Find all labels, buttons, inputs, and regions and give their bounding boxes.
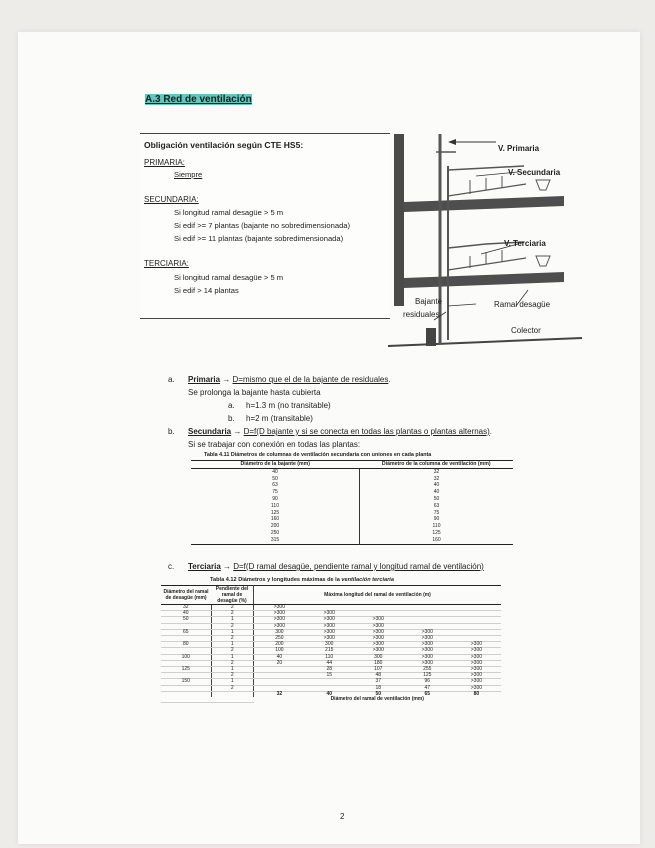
label-v-terciaria: V. Terciaria	[504, 239, 546, 248]
table-cell: 96	[403, 679, 452, 685]
table-411-header: Diámetro de la columna de ventilación (mm)	[360, 461, 514, 469]
table-cell: 65	[161, 629, 211, 635]
table-cell: 200	[191, 523, 360, 530]
table-cell: 2	[211, 648, 254, 654]
table-cell: 215	[305, 648, 354, 654]
table-cell: 40	[433, 482, 440, 489]
table-cell: >300	[254, 611, 305, 617]
table-cell: 125	[191, 510, 360, 517]
table-cell: 44	[305, 660, 354, 666]
table-cell: 50	[191, 476, 360, 483]
ventilation-diagram	[386, 130, 586, 358]
table-cell: 48	[354, 673, 403, 679]
table-footer-cell: 32	[254, 691, 305, 697]
item-c-line: Terciaria → D=f(D ramal desagüe, pendiente ramal y longitud ramal de ventilación)	[188, 562, 484, 571]
table-cell: >300	[354, 636, 403, 642]
table-cell: >300	[354, 642, 403, 648]
table-411	[191, 460, 513, 545]
table-cell: >300	[403, 642, 452, 648]
table-cell: 2	[211, 685, 254, 691]
table-cell: 2	[211, 636, 254, 642]
item-a-sub-marker: b.	[228, 414, 235, 423]
label-colector: Colector	[511, 326, 541, 335]
table-footer-label-row	[161, 697, 501, 702]
section-title: A.3 Red de ventilación	[145, 94, 252, 105]
table-cell: >300	[254, 617, 305, 623]
table-cell: 50	[161, 617, 211, 623]
table-cell: >300	[354, 623, 403, 629]
table-cell: 80	[161, 642, 211, 648]
table-412-header: Pendiente del ramal de desagüe (%)	[211, 586, 254, 605]
table-cell: 40	[161, 611, 211, 617]
table-cell: >300	[354, 617, 403, 623]
terciaria-line: Si longitud ramal desagüe > 5 m	[174, 273, 284, 282]
table-cell: 125	[161, 667, 211, 673]
table-cell: 32	[161, 605, 211, 611]
table-cell: 50	[433, 495, 440, 502]
item-a-sub-text: h=1.3 m (no transitable)	[246, 401, 331, 410]
table-cell: 300	[254, 629, 305, 635]
label-residuales: residuales	[403, 310, 440, 319]
table-cell: >300	[452, 673, 501, 679]
table-row	[191, 523, 513, 530]
table-cell: >300	[403, 629, 452, 635]
table-cell: >300	[403, 654, 452, 660]
table-footer-cell: 80	[452, 691, 501, 697]
table-footer-cell: 50	[354, 691, 403, 697]
table-cell: >300	[354, 629, 403, 635]
table-cell: 75	[191, 489, 360, 496]
table-cell: 63	[191, 482, 360, 489]
label-v-primaria: V. Primaria	[498, 144, 540, 153]
table-cell: 2	[211, 673, 254, 679]
table-cell: 2	[211, 605, 254, 611]
table-row	[191, 516, 513, 523]
table-cell: >300	[305, 611, 354, 617]
table-cell: >300	[452, 648, 501, 654]
table-cell: 250	[191, 530, 360, 537]
table-411-header: Diámetro de la bajante (mm)	[191, 461, 360, 469]
table-cell: 40	[191, 468, 360, 475]
table-cell: >300	[305, 623, 354, 629]
table-cell: 100	[254, 648, 305, 654]
label-ramal-desague: Ramal desagüe	[494, 300, 551, 309]
table-row	[191, 510, 513, 517]
table-cell: >300	[452, 660, 501, 666]
table-cell: 160	[191, 516, 360, 523]
secundaria-line: Si edif >= 7 plantas (bajante no sobredimensionada)	[174, 221, 351, 230]
item-a-sub-marker: a.	[228, 401, 235, 410]
document-page	[18, 32, 640, 844]
primaria-line: Siempre	[174, 170, 203, 179]
table-cell: 2	[211, 611, 254, 617]
table-411-title: Tabla 4.11 Diámetros de columnas de ventilación secundaria con uniones en cada planta	[204, 452, 432, 458]
table-cell: 75	[433, 509, 440, 516]
table-cell: >300	[452, 679, 501, 685]
table-cell: 315	[191, 537, 360, 544]
table-cell: 18	[354, 685, 403, 691]
table-cell: 125	[403, 673, 452, 679]
table-cell: 40	[433, 489, 440, 496]
table-cell: 90	[433, 516, 440, 523]
table-row	[191, 468, 513, 475]
label-bajante: Bajante	[415, 297, 443, 306]
ventilation-requirements-box	[140, 133, 390, 319]
table-row	[191, 503, 513, 510]
item-b-line: Secundaria → D=f(D bajante y si se conecta en todas las plantas o plantas alternas).	[188, 427, 492, 436]
table-cell: 40	[254, 654, 305, 660]
table-row	[191, 476, 513, 483]
table-cell: 15	[305, 673, 354, 679]
table-row	[191, 496, 513, 503]
table-cell: >300	[403, 648, 452, 654]
table-cell: >300	[305, 617, 354, 623]
table-412-body	[161, 605, 501, 703]
item-a-line2: Se prolonga la bajante hasta cubierta	[188, 388, 321, 397]
table-cell: >300	[305, 629, 354, 635]
label-v-secundaria: V. Secundaria	[508, 168, 561, 177]
table-cell: 32	[433, 475, 440, 482]
table-cell: >300	[452, 667, 501, 673]
table-footer-cell: 40	[305, 691, 354, 697]
table-cell: 32	[433, 468, 440, 475]
table-row	[191, 482, 513, 489]
table-cell: >300	[403, 660, 452, 666]
table-411-body	[191, 468, 513, 544]
item-b-marker: b.	[168, 427, 175, 436]
table-cell: >300	[452, 654, 501, 660]
table-cell: >300	[305, 636, 354, 642]
item-b-line2: Si se trabajar con conexión en todas las plantas:	[188, 440, 361, 449]
item-a-line: Primaria → D=mismo que el de la bajante de residuales.	[188, 375, 391, 384]
table-row	[191, 537, 513, 544]
table-footer-label: Diámetro del ramal de ventilación (mm)	[330, 696, 424, 703]
table-row	[191, 530, 513, 537]
page-number: 2	[340, 812, 345, 821]
table-cell: 2	[211, 660, 254, 666]
terciaria-label: TERCIARIA:	[144, 259, 189, 268]
table-cell: 1	[211, 642, 254, 648]
table-cell: 160	[432, 536, 441, 543]
table-cell: 1	[211, 679, 254, 685]
table-cell: >300	[403, 636, 452, 642]
table-row	[191, 489, 513, 496]
table-412-header: Máxima longitud del ramal de ventilación (m)	[254, 586, 502, 605]
table-cell: 107	[354, 667, 403, 673]
table-footer-cell: 65	[403, 691, 452, 697]
item-a-sub-text: h=2 m (transitable)	[246, 414, 313, 423]
table-cell: >300	[354, 648, 403, 654]
table-cell: 180	[354, 660, 403, 666]
table-cell: 150	[161, 679, 211, 685]
table-cell: 125	[432, 529, 441, 536]
terciaria-line: Si edif > 14 plantas	[174, 286, 239, 295]
item-c-marker: c.	[168, 562, 175, 571]
table-cell: >300	[452, 685, 501, 691]
table-cell: 300	[305, 642, 354, 648]
table-cell: >300	[254, 623, 305, 629]
table-cell: 1	[211, 667, 254, 673]
table-cell: 90	[191, 496, 360, 503]
table-cell: 28	[305, 667, 354, 673]
table-cell: 100	[161, 654, 211, 660]
secundaria-line: Si longitud ramal desagüe > 5 m	[174, 208, 284, 217]
table-cell: 37	[354, 679, 403, 685]
item-a-marker: a.	[168, 375, 175, 384]
table-412-title: Tabla 4.12 Diámetros y longitudes máximas de la ventilación terciaria	[210, 577, 394, 583]
table-cell: >300	[452, 642, 501, 648]
table-cell: 250	[254, 636, 305, 642]
table-412	[161, 585, 501, 703]
primaria-label: PRIMARIA:	[144, 158, 185, 167]
box-heading: Obligación ventilación según CTE HS5:	[144, 140, 304, 150]
table-cell: 255	[403, 667, 452, 673]
secundaria-label: SECUNDARIA:	[144, 195, 199, 204]
table-cell: 200	[254, 642, 305, 648]
table-cell: 63	[433, 502, 440, 509]
table-cell: 2	[211, 623, 254, 629]
table-cell: 300	[354, 654, 403, 660]
table-cell: 1	[211, 617, 254, 623]
table-cell: 110	[305, 654, 354, 660]
table-cell: 1	[211, 654, 254, 660]
table-cell: 110	[432, 523, 441, 530]
table-cell: 47	[403, 685, 452, 691]
table-cell: >300	[254, 605, 305, 611]
secundaria-line: Si edif >= 11 plantas (bajante sobredimensionada)	[174, 234, 344, 243]
table-412-header: Diámetro del ramal de desagüe (mm)	[161, 586, 211, 605]
table-cell: 1	[211, 629, 254, 635]
table-cell: 20	[254, 660, 305, 666]
table-cell: 110	[191, 503, 360, 510]
